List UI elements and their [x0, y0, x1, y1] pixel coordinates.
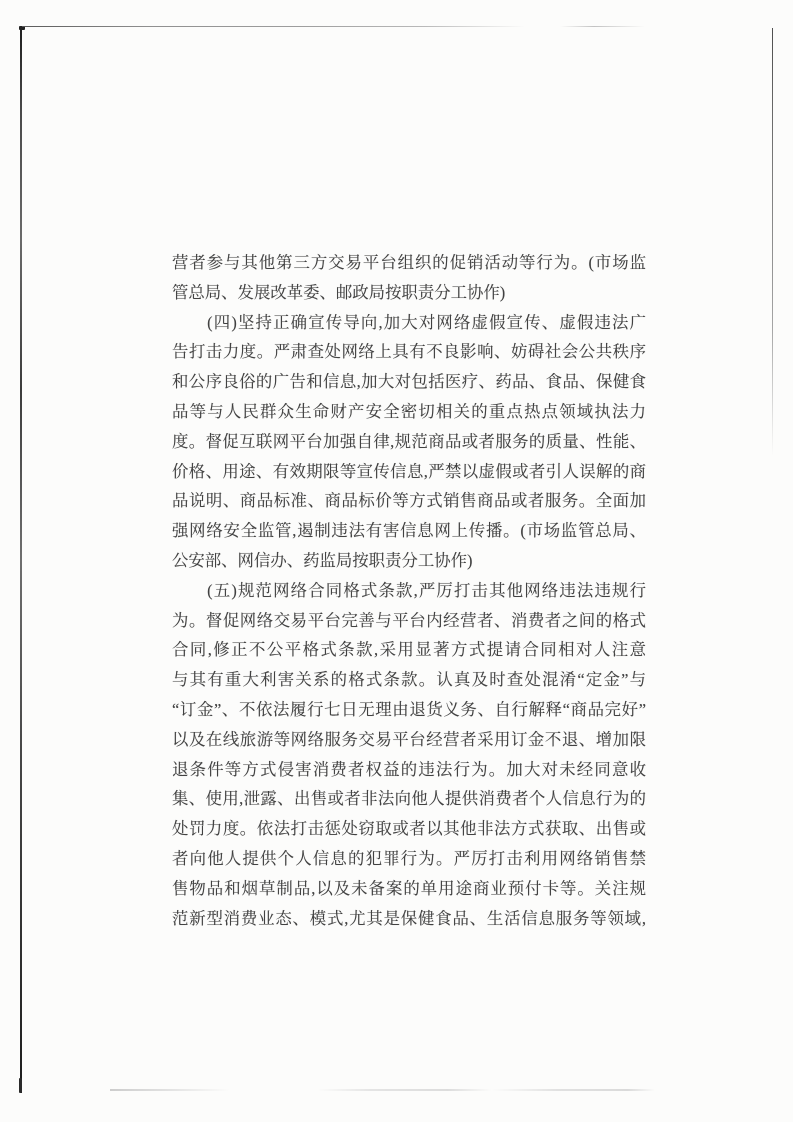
text-line: 处罚力度。依法打击惩处窃取或者以其他非法方式获取、出售或 [172, 819, 646, 839]
text-line: 以及在线旅游等网络服务交易平台经营者采用订金不退、增加限 [172, 729, 646, 749]
text-line: 退条件等方式侵害消费者权益的违法行为。加大对未经同意收 [172, 759, 646, 779]
text-line: 品等与人民群众生命财产安全密切相关的重点热点领域执法力 [172, 401, 646, 421]
text-line: 营者参与其他第三方交易平台组织的促销活动等行为。(市场监 [172, 253, 646, 272]
text-line: 与其有重大利害关系的格式条款。认真及时查处混淆“定金”与 [172, 670, 646, 690]
text-line: 和公序良俗的广告和信息,加大对包括医疗、药品、食品、保健食 [172, 372, 646, 392]
text-line: 度。督促互联网平台加强自律,规范商品或者服务的质量、性能、 [172, 431, 646, 451]
text-line: “订金”、不依法履行七日无理由退货义务、自行解释“商品完好” [172, 699, 646, 719]
text-line: 售物品和烟草制品,以及未备案的单用途商业预付卡等。关注规 [172, 878, 646, 898]
text-line: 者向他人提供个人信息的犯罪行为。严厉打击利用网络销售禁 [172, 848, 646, 868]
document-text-block [172, 248, 646, 933]
text-line: 集、使用,泄露、出售或者非法向他人提供消费者个人信息行为的 [172, 789, 646, 809]
scan-border-left-cap [19, 1078, 22, 1093]
text-line: 公安部、网信办、药监局按职责分工协作) [172, 550, 473, 570]
text-line: 强网络安全监管,遏制违法有害信息网上传播。(市场监管总局、 [172, 521, 646, 541]
text-line: (四)坚持正确宣传导向,加大对网络虚假宣传、虚假违法广 [172, 312, 646, 332]
text-line: (五)规范网络合同格式条款,严厉打击其他网络违法违规行 [172, 580, 646, 600]
text-line: 为。督促网络交易平台完善与平台内经营者、消费者之间的格式 [172, 610, 646, 630]
scan-border-right [772, 28, 773, 456]
scan-border-top-dash [560, 26, 645, 27]
scan-smudge-bottom [110, 1089, 655, 1091]
text-line: 管总局、发展改革委、邮政局按职责分工协作) [172, 282, 506, 302]
scan-border-left [20, 27, 22, 1093]
scan-border-corner [19, 26, 25, 30]
text-line: 合同,修正不公平格式条款,采用显著方式提请合同相对人注意 [172, 640, 646, 660]
scan-border-top [22, 26, 525, 27]
text-line: 品说明、商品标准、商品标价等方式销售商品或者服务。全面加 [172, 491, 646, 511]
text-line: 价格、用途、有效期限等宣传信息,严禁以虚假或者引人误解的商 [172, 461, 646, 481]
text-line: 告打击力度。严肃查处网络上具有不良影响、妨碍社会公共秩序 [172, 342, 646, 362]
text-line: 范新型消费业态、模式,尤其是保健食品、生活信息服务等领域, [172, 908, 646, 928]
